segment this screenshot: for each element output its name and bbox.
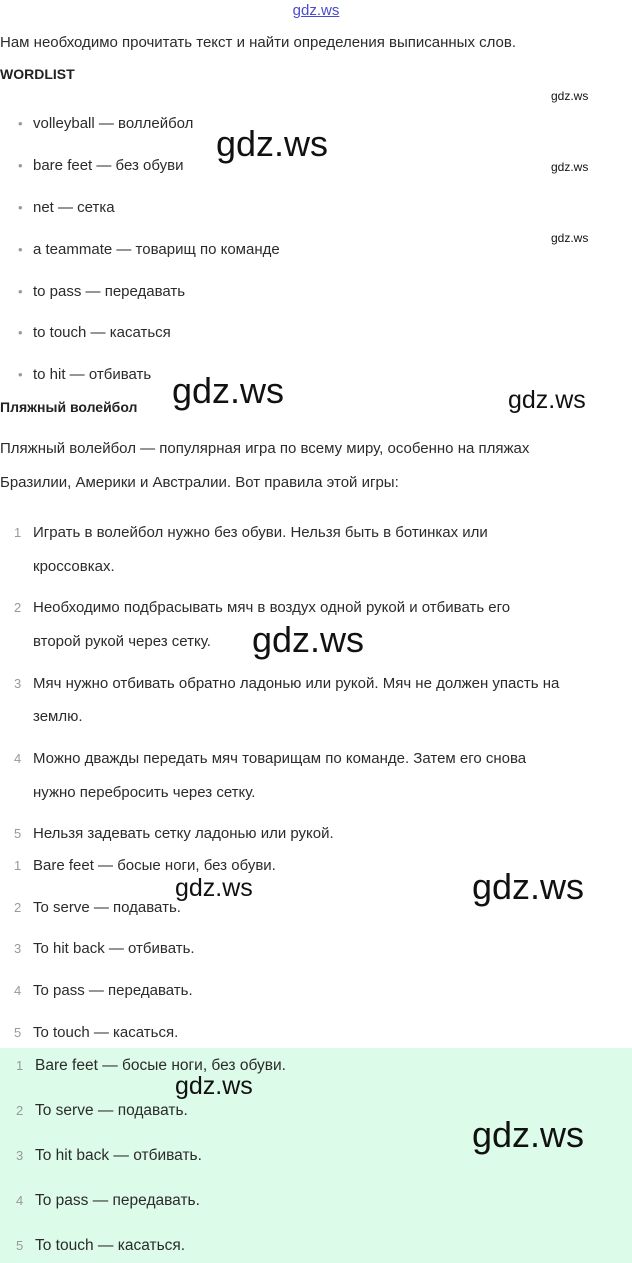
watermark: gdz.ws (175, 1072, 253, 1100)
rule-continuation: нужно перебросить через сетку. (33, 784, 256, 801)
answer-item: 4 To pass — передавать. (14, 982, 193, 999)
rule-continuation: землю. (33, 708, 83, 725)
rule-item: 3 Мяч нужно отбивать обратно ладонью или рукой. Мяч не должен упасть на (14, 675, 560, 692)
wordlist-item: • net — сетка (18, 199, 115, 216)
wordlist-heading: WORDLIST (0, 66, 75, 82)
rule-item: 2 Необходимо подбрасывать мяч в воздух одной рукой и отбивать его (14, 599, 511, 616)
watermark: gdz.ws (551, 89, 589, 103)
wordlist-item: • a teammate — товарищ по команде (18, 241, 280, 258)
highlighted-answer-item: 4 To pass — передавать. (16, 1192, 200, 1209)
watermark: gdz.ws (508, 386, 586, 414)
watermark: gdz.ws (172, 370, 285, 411)
watermark: gdz.ws (175, 874, 253, 902)
highlighted-answer-item: 5 To touch — касаться. (16, 1237, 186, 1254)
bullet-icon: • (18, 116, 23, 131)
site-link[interactable]: gdz.ws (292, 2, 340, 19)
wordlist-item: • volleyball — воллейбол (18, 115, 194, 132)
bullet-icon: • (18, 158, 23, 173)
highlighted-answer-item: 1 Bare feet — босые ноги, без обуви. (16, 1057, 286, 1074)
text-intro-line: Пляжный волейбол — популярная игра по всему миру, особенно на пляжах (0, 440, 530, 457)
rule-item: 1 Играть в волейбол нужно без обуви. Нельзя быть в ботинках или (14, 524, 488, 541)
watermark: gdz.ws (216, 123, 329, 164)
wordlist-item: • to hit — отбивать (18, 366, 152, 383)
intro-text: Нам необходимо прочитать текст и найти определения выписанных слов. (0, 34, 517, 51)
watermark: gdz.ws (551, 231, 589, 245)
bullet-icon: • (18, 367, 23, 382)
highlighted-answer-item: 2 To serve — подавать. (16, 1102, 188, 1119)
watermark: gdz.ws (472, 866, 585, 907)
answer-item: 5 To touch — касаться. (14, 1024, 179, 1041)
highlighted-answer-item: 3 To hit back — отбивать. (16, 1147, 202, 1164)
wordlist-item: • to pass — передавать (18, 283, 186, 300)
rule-continuation: кроссовках. (33, 558, 115, 575)
wordlist-item: • to touch — касаться (18, 324, 171, 341)
watermark: gdz.ws (551, 160, 589, 174)
rule-continuation: второй рукой через сетку. (33, 633, 211, 650)
text-intro-line: Бразилии, Америки и Австралии. Вот правила этой игры: (0, 474, 399, 491)
rule-item: 5 Нельзя задевать сетку ладонью или рукой. (14, 825, 334, 842)
watermark: gdz.ws (472, 1114, 585, 1155)
answer-item: 1 Bare feet — босые ноги, без обуви. (14, 857, 276, 874)
bullet-icon: • (18, 200, 23, 215)
text-heading: Пляжный волейбол (0, 399, 138, 415)
answer-item: 2 To serve — подавать. (14, 899, 181, 916)
bullet-icon: • (18, 284, 23, 299)
rule-item: 4 Можно дважды передать мяч товарищам по команде. Затем его снова (14, 750, 527, 767)
bullet-icon: • (18, 242, 23, 257)
answer-item: 3 To hit back — отбивать. (14, 940, 195, 957)
bullet-icon: • (18, 325, 23, 340)
wordlist-item: • bare feet — без обуви (18, 157, 184, 174)
watermark: gdz.ws (252, 619, 365, 660)
